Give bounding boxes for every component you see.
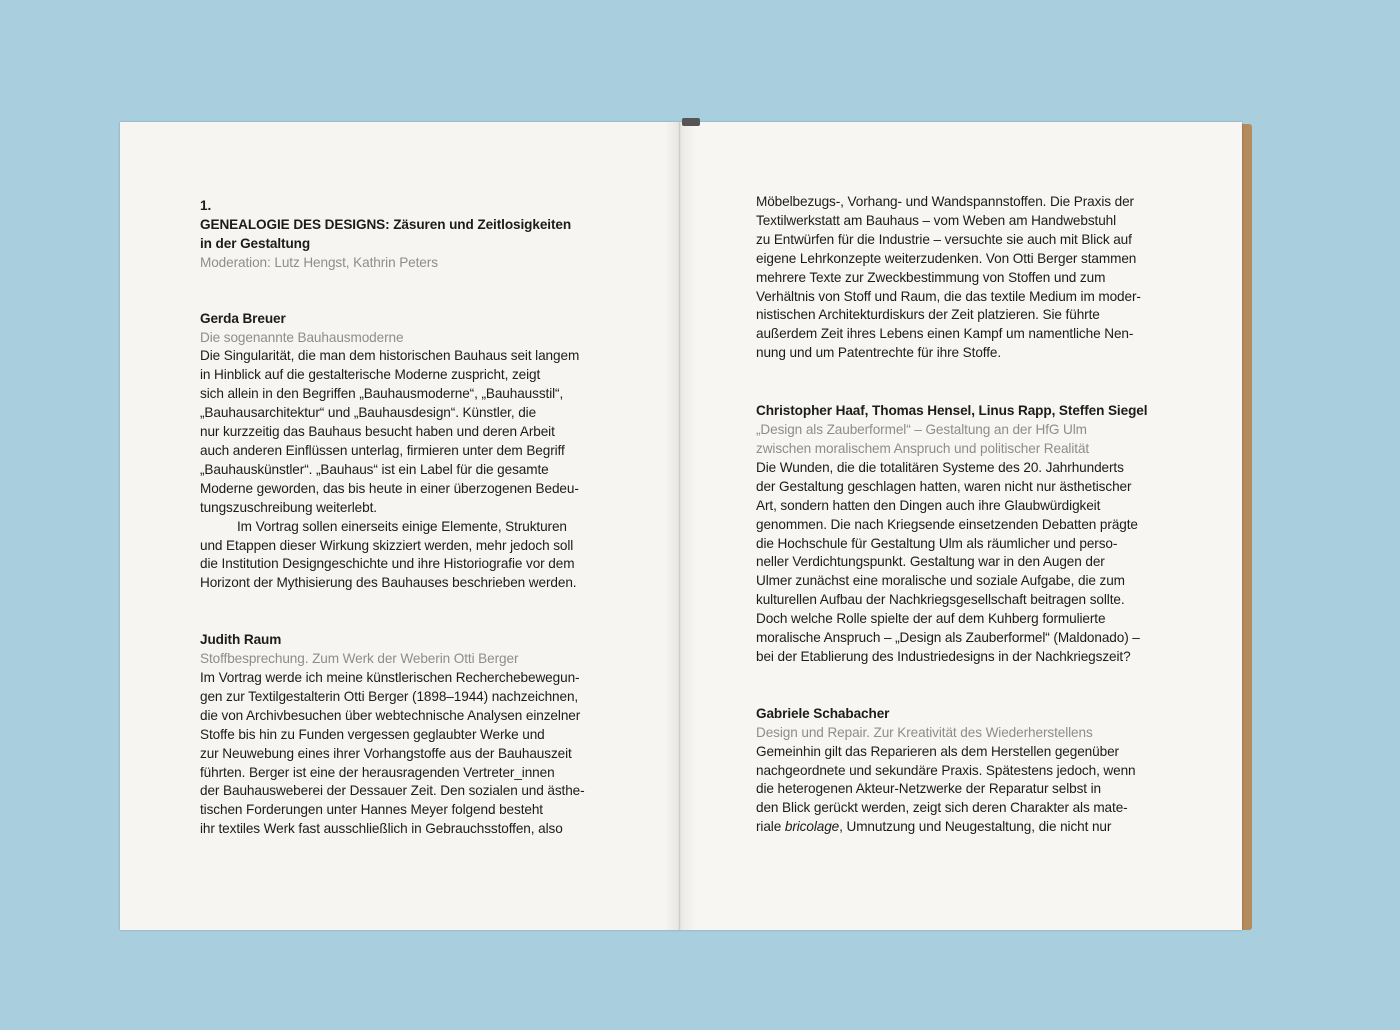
speaker-name: Gabriele Schabacher: [756, 705, 890, 721]
body-line: Horizont der Mythisierung des Bauhauses beschrieben werden.: [200, 575, 577, 591]
body-line: genommen. Die nach Kriegsende einsetzenden Debatten prägte: [756, 516, 1138, 532]
right-column: [756, 193, 1176, 837]
body-line: der Bauhausweberei der Dessauer Zeit. Den sozialen und ästhe-: [200, 783, 585, 799]
body-line: mehrere Texte zur Zweckbestimmung von Stoffen und zum: [756, 269, 1106, 285]
body-line: tungszuschreibung weiterlebt.: [200, 499, 377, 515]
body-line: Textilwerkstatt am Bauhaus – vom Weben am Handwebstuhl: [756, 212, 1117, 228]
body-line: ihr textiles Werk fast ausschließlich in Gebrauchsstoffen, also: [200, 821, 563, 837]
body-line: nur kurzzeitig das Bauhaus besucht haben und deren Arbeit: [200, 424, 555, 440]
body-line: tischen Forderungen unter Hannes Meyer folgend besteht: [200, 802, 543, 818]
speaker-name: Judith Raum: [200, 632, 282, 648]
body-line: und Etappen dieser Wirkung skizziert werden, mehr jedoch soll: [200, 537, 574, 553]
body-line: Art, sondern hatten den Dingen auch ihre Glaubwürdigkeit: [756, 497, 1101, 513]
body-line: Doch welche Rolle spielte der auf dem Kuhberg formulierte: [756, 611, 1106, 627]
body-line: den Blick gerückt werden, zeigt sich deren Charakter als mate-: [756, 800, 1128, 816]
body-line-last: [756, 818, 1176, 837]
body-line: die von Archivbesuchen über webtechnische Analysen einzelner: [200, 707, 581, 723]
body-line: Im Vortrag werde ich meine künstlerischen Recherchebewegun-: [200, 670, 580, 686]
body-line: bei der Etablierung des Industriedesigns in der Nachkriegszeit?: [756, 648, 1131, 664]
body-line: führten. Berger ist eine der herausragenden Vertreter_innen: [200, 764, 555, 780]
body-line: eigene Lehrkonzepte weiterzudenken. Von Otti Berger stammen: [756, 250, 1137, 266]
body-line: nung und um Patentrechte für ihre Stoffe.: [756, 345, 1002, 361]
section-title-line1: GENEALOGIE DES DESIGNS: Zäsuren und Zeitlosigkeiten: [200, 216, 572, 232]
body-line: kulturellen Aufbau der Nachkriegsgesellschaft beitragen sollte.: [756, 592, 1125, 608]
body-line: Stoffe bis hin zu Funden vergessen geglaubter Werke und: [200, 726, 545, 742]
body-line: neller Verdichtungspunkt. Gestaltung war in den Augen der: [756, 554, 1105, 570]
body-line: Die Singularität, die man dem historischen Bauhaus seit langem: [200, 348, 580, 364]
body-line: nistischen Architekturdiskurs der Zeit platzieren. Sie führte: [756, 307, 1100, 323]
talk-title: Die sogenannte Bauhausmoderne: [200, 329, 404, 345]
body-line-part: riale: [756, 819, 785, 835]
body-line: die Hochschule für Gestaltung Ulm als räumlicher und perso-: [756, 535, 1118, 551]
binding-staple: [682, 118, 700, 126]
body-line: außerdem Zeit ihres Lebens einen Kampf um namentliche Nen-: [756, 326, 1134, 342]
body-line: zu Entwürfen für die Industrie – versuchte sie auch mit Blick auf: [756, 231, 1132, 247]
moderation: Moderation: Lutz Hengst, Kathrin Peters: [200, 254, 438, 270]
body-line: „Bauhauskünstler“. „Bauhaus“ ist ein Label für die gesamte: [200, 461, 549, 477]
speaker-name: Christopher Haaf, Thomas Hensel, Linus Rapp, Steffen Siegel: [756, 403, 1148, 419]
talk-title: „Design als Zauberformel“ – Gestaltung an der HfG Ulm: [756, 422, 1087, 438]
talk-title: Design und Repair. Zur Kreativität des Wiederherstellens: [756, 724, 1093, 740]
body-line: zur Neuwebung eines ihrer Vorhangstoffe aus der Bauhauszeit: [200, 745, 572, 761]
body-line: in Hinblick auf die gestalterische Moderne zuspricht, zeigt: [200, 367, 541, 383]
body-line: die heterogenen Akteur-Netzwerke der Reparatur selbst in: [756, 781, 1102, 797]
body-line: Im Vortrag sollen einerseits einige Elemente, Strukturen: [237, 518, 567, 534]
body-line-part: , Umnutzung und Neugestaltung, die nicht nur: [839, 819, 1112, 835]
body-line: nachgeordnete und sekundäre Praxis. Spätestens jedoch, wenn: [756, 762, 1136, 778]
body-line: „Bauhausarchitektur“ und „Bauhausdesign“. Künstler, die: [200, 405, 537, 421]
section-number: 1.: [200, 198, 212, 213]
body-line: Möbelbezugs-, Vorhang- und Wandspannstoffen. Die Praxis der: [756, 194, 1134, 209]
body-line: Verhältnis von Stoff und Raum, die das textile Medium im moder-: [756, 288, 1141, 304]
body-line: gen zur Textilgestalterin Otti Berger (1898–1944) nachzeichnen,: [200, 688, 579, 704]
body-line: auch anderen Einflüssen unterlag, firmieren unter dem Begriff: [200, 442, 565, 458]
gutter-shadow: [664, 122, 696, 930]
body-line: sich allein in den Begriffen „Bauhausmoderne“, „Bauhausstil“,: [200, 386, 564, 402]
section-title-line2: in der Gestaltung: [200, 235, 311, 251]
speaker-name: Gerda Breuer: [200, 310, 286, 326]
talk-title: Stoffbesprechung. Zum Werk der Weberin Otti Berger: [200, 651, 519, 667]
body-line: Gemeinhin gilt das Reparieren als dem Herstellen gegenüber: [756, 743, 1119, 759]
body-line: der Gestaltung geschlagen hatten, waren nicht nur ästhetischer: [756, 478, 1132, 494]
body-line: Die Wunden, die die totalitären Systeme des 20. Jahrhunderts: [756, 459, 1124, 475]
emphasis-bricolage: bricolage: [784, 819, 840, 835]
body-line: moralische Anspruch – „Design als Zauberformel“ (Maldonado) –: [756, 630, 1140, 646]
body-line: Ulmer zunächst eine moralische und soziale Aufgabe, die zum: [756, 573, 1125, 589]
left-column: [200, 197, 610, 839]
talk-title: zwischen moralischem Anspruch und politischer Realität: [756, 440, 1090, 456]
body-line: die Institution Designgeschichte und ihre Historiografie vor dem: [200, 556, 575, 572]
body-line: Moderne geworden, das bis heute in einer überzogenen Bedeu-: [200, 480, 579, 496]
